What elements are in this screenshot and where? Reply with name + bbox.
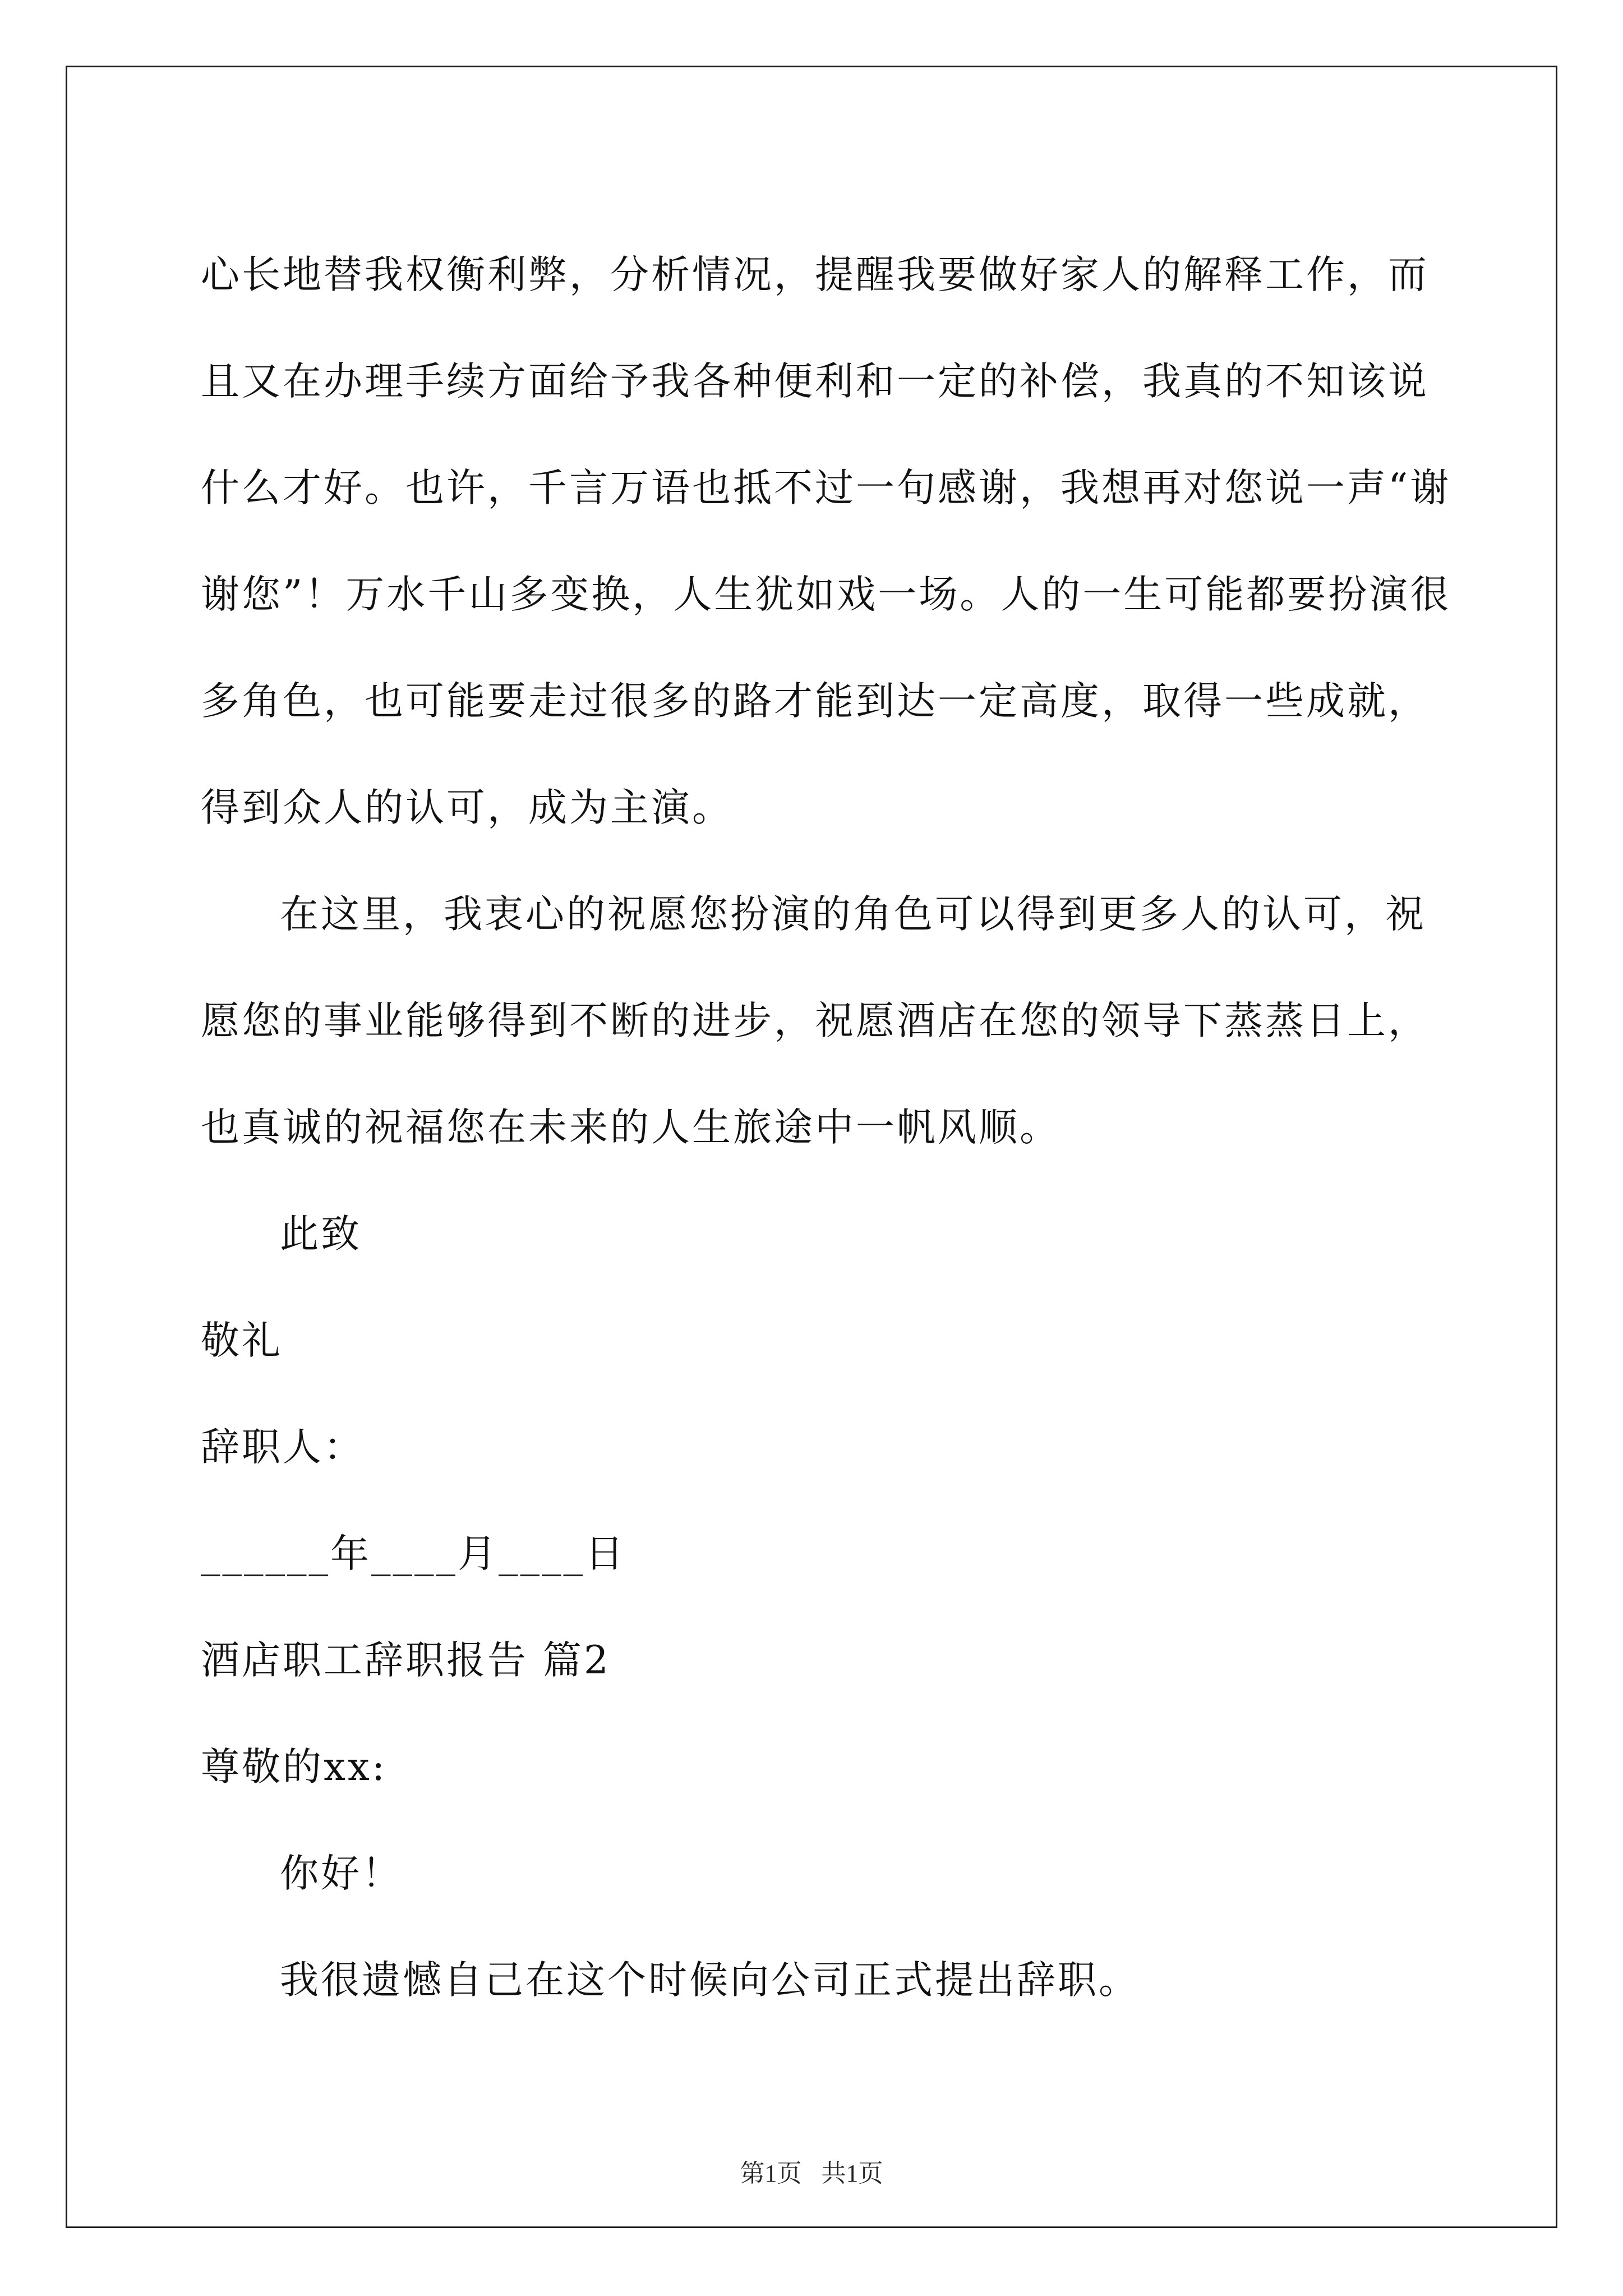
text-line: 也真诚的祝福您在未来的人生旅途中一帆风顺。 (201, 1105, 1061, 1150)
text-line: 多角色，也可能要走过很多的路才能到达一定高度，取得一些成就， (201, 679, 1429, 724)
text-line: 谢您”！万水千山多变换，人生犹如戏一场。人的一生可能都要扮演很 (201, 572, 1451, 617)
text-line: 心长地替我权衡利弊，分析情况，提醒我要做好家人的解释工作，而 (201, 252, 1429, 297)
page-number: 第1页 (740, 2160, 802, 2187)
salutation-line: 敬礼 (201, 1318, 283, 1363)
text-line: 且又在办理手续方面给予我各种便利和一定的补偿，我真的不知该说 (201, 359, 1429, 404)
page-total: 共1页 (821, 2160, 883, 2187)
text-line: 在这里，我衷心的祝愿您扮演的角色可以得到更多人的认可，祝 (280, 892, 1426, 937)
text-line: 得到众人的认可，成为主演。 (201, 785, 733, 830)
date-line: ______年____月____日 (201, 1531, 626, 1576)
document-body (201, 222, 1451, 2033)
paragraph-2 (201, 861, 1440, 1181)
text-line: 什么才好。也许，千言万语也抵不过一句感谢，我想再对您说一声“谢 (201, 466, 1451, 510)
paragraph-1 (201, 222, 1451, 861)
closing-line: 此致 (280, 1212, 362, 1257)
hello-line: 你好！ (280, 1851, 403, 1896)
last-paragraph: 我很遗憾自己在这个时候向公司正式提出辞职。 (280, 1958, 1140, 2003)
greeting-line: 尊敬的xx: (201, 1745, 388, 1789)
section-title: 酒店职工辞职报告 篇2 (201, 1638, 611, 1683)
signer-label: 辞职人： (201, 1425, 365, 1470)
text-line: 愿您的事业能够得到不断的进步，祝愿酒店在您的领导下蒸蒸日上， (201, 999, 1429, 1043)
page-footer (0, 2153, 1623, 2189)
